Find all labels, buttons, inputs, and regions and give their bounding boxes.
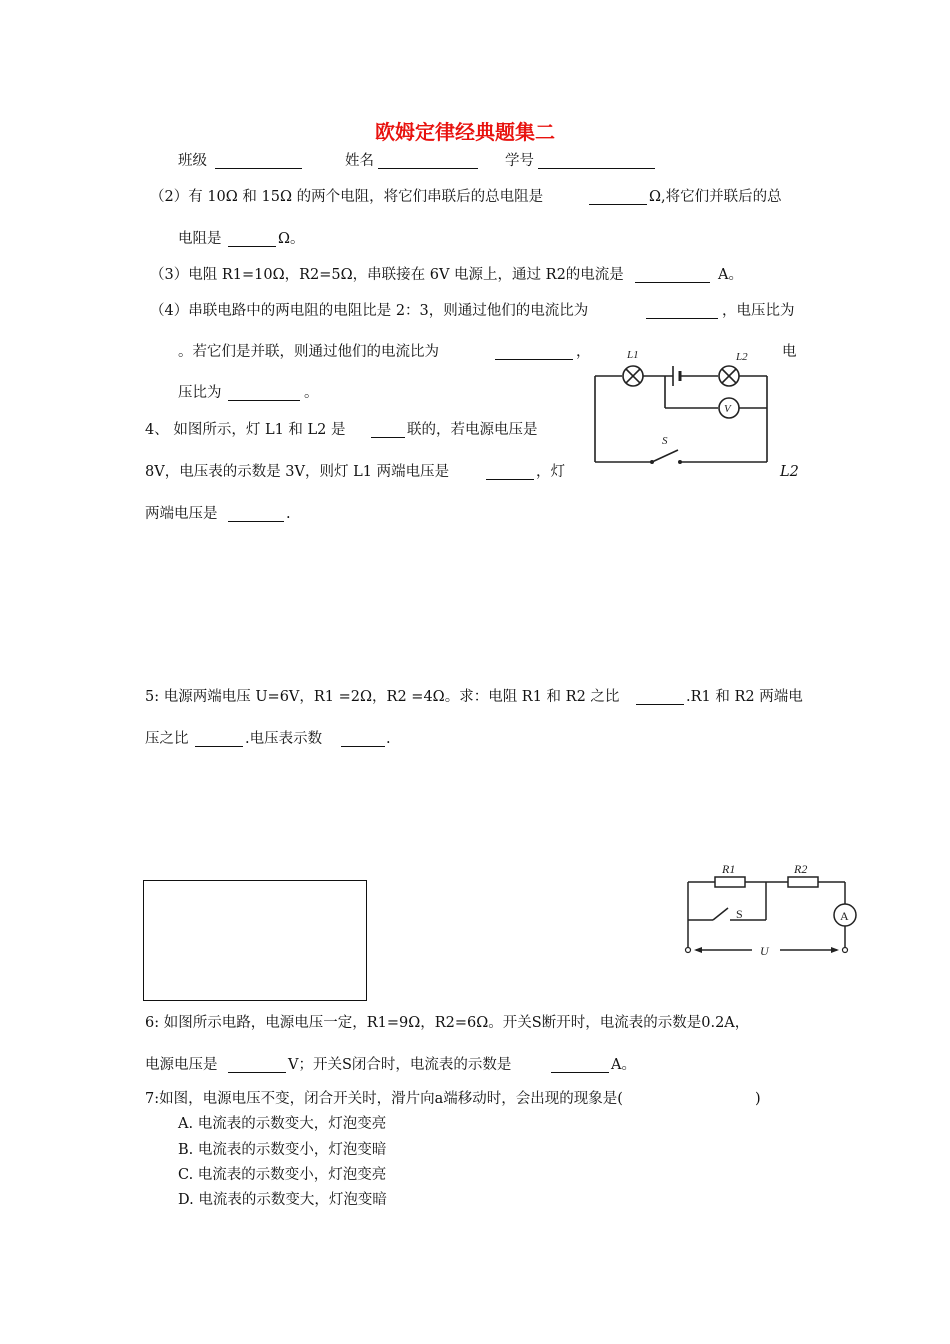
q4-line1-b: 联的，若电源电压是	[407, 422, 538, 438]
q2-line2-b: Ω。	[278, 231, 305, 247]
id-blank[interactable]	[538, 154, 655, 169]
q4-line2-c: L2	[780, 464, 799, 480]
q4a-blank-parallel-voltage[interactable]	[228, 386, 300, 401]
q4-line1-a: 4、 如图所示，灯 L1 和 L2 是	[145, 422, 346, 438]
q4a-line2-a: 。若它们是并联，则通过他们的电流比为	[178, 344, 439, 360]
q4-blank-l2-voltage[interactable]	[228, 507, 284, 522]
page-title: 欧姆定律经典题集二	[375, 120, 555, 144]
q4-line2-a: 8V，电压表的示数是 3V，则灯 L1 两端电压是	[145, 464, 450, 480]
label-s: S	[736, 907, 743, 921]
q2-line2-a: 电阻是	[178, 231, 222, 247]
figure-placeholder-box	[143, 880, 367, 1001]
q4a-line1-b: ，电压比为	[722, 303, 795, 319]
q4-line2-b: ，灯	[536, 464, 565, 480]
q4-line3-a: 两端电压是	[145, 506, 218, 522]
label-u: U	[760, 944, 769, 958]
q7-option-a[interactable]: A. 电流表的示数变大，灯泡变亮	[178, 1116, 387, 1132]
label-v: V	[724, 403, 731, 415]
q2-blank-series[interactable]	[589, 190, 647, 205]
q4a-blank-parallel-current[interactable]	[495, 345, 573, 360]
q6-line2-b: V；开关S闭合时，电流表的示数是	[288, 1057, 512, 1073]
q4a-blank-current[interactable]	[646, 304, 718, 319]
class-label: 班级	[178, 153, 207, 169]
q2-blank-parallel[interactable]	[228, 232, 276, 247]
q5-line2-a: 压之比	[145, 731, 189, 747]
q7-option-d[interactable]: D. 电流表的示数变大，灯泡变暗	[178, 1192, 387, 1208]
label-a: A	[840, 909, 849, 923]
q5-line1-a: 5: 电源两端电压 U=6V，R1 =2Ω，R2 =4Ω。求：电阻 R1 和 R2 之比	[145, 689, 620, 705]
q4a-line2-c: 电	[782, 344, 797, 360]
circuit-figure-1	[590, 344, 780, 470]
q7-option-c[interactable]: C. 电流表的示数变小，灯泡变亮	[178, 1167, 387, 1183]
resistor-r1-symbol	[715, 877, 745, 887]
q4-line3-b: .	[286, 506, 291, 522]
q5-line1-b: .R1 和 R2 两端电	[686, 689, 803, 705]
q4-blank-connection[interactable]	[371, 423, 405, 438]
q4a-line1-a: （4）串联电路中的两电阻的电阻比是 2：3，则通过他们的电流比为	[150, 303, 589, 319]
label-l2: L2	[736, 351, 748, 363]
q6-line1: 6: 如图所示电路，电源电压一定，R1=9Ω，R2=6Ω。开关S断开时，电流表的示数是0.2A，	[145, 1015, 750, 1031]
q7-option-b[interactable]: B. 电流表的示数变小，灯泡变暗	[178, 1142, 387, 1158]
class-blank[interactable]	[215, 154, 302, 169]
q2-line1-a: （2）有 10Ω 和 15Ω 的两个电阻，将它们串联后的总电阻是	[150, 189, 544, 205]
q6-line2-a: 电源电压是	[145, 1057, 218, 1073]
q7-stem-close: )	[755, 1091, 761, 1107]
id-label: 学号	[505, 153, 534, 169]
name-label: 姓名	[345, 153, 374, 169]
q3-text: （3）电阻 R1=10Ω，R2=5Ω，串联接在 6V 电源上，通过 R2的电流是	[150, 267, 624, 283]
circuit-figure-2	[680, 858, 860, 962]
q6-blank-current[interactable]	[551, 1058, 609, 1073]
name-blank[interactable]	[378, 154, 478, 169]
q4-blank-l1-voltage[interactable]	[486, 465, 534, 480]
q4a-line2-b: ，	[576, 344, 591, 360]
q5-blank-voltmeter[interactable]	[341, 732, 385, 747]
switch-blade	[652, 450, 678, 462]
q4a-line3-a: 压比为	[178, 385, 222, 401]
q3-blank[interactable]	[635, 268, 710, 283]
q7-stem: 7:如图，电源电压不变，闭合开关时，滑片向a端移动时，会出现的现象是(	[145, 1091, 623, 1107]
q4a-line3-b: 。	[304, 385, 319, 401]
q5-blank-ratio-u[interactable]	[195, 732, 243, 747]
label-r2: R2	[794, 862, 808, 876]
label-r1: R1	[722, 862, 736, 876]
label-l1: L1	[627, 349, 639, 361]
switch-s-blade	[713, 908, 728, 920]
q5-blank-ratio-r[interactable]	[636, 690, 684, 705]
label-s: S	[662, 435, 668, 447]
q2-line1-b: Ω,将它们并联后的总	[649, 189, 782, 205]
q6-blank-voltage[interactable]	[228, 1058, 286, 1073]
q5-line2-b: .电压表示数	[245, 731, 323, 747]
q6-line2-c: A。	[611, 1057, 636, 1073]
q3-unit: A。	[718, 267, 743, 283]
resistor-r2-symbol	[788, 877, 818, 887]
q5-line2-c: .	[386, 731, 391, 747]
